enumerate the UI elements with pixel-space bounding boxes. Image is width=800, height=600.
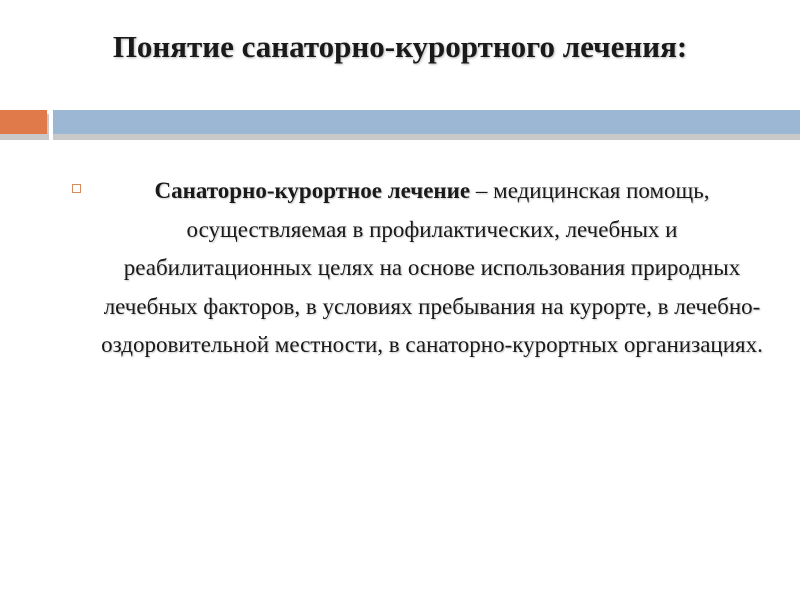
bullet-item — [70, 172, 770, 365]
definition-term: Санаторно-курортное лечение — [154, 178, 471, 203]
decorative-bar-blue — [53, 110, 800, 134]
square-bullet-icon — [72, 184, 81, 193]
slide-title: Понятие санаторно-курортного лечения: — [112, 29, 688, 64]
definition-text: – медицинская помощь, осуществляемая в профилактических, лечебных и реабилитационных целях на основе использования природных лечебных факторов, в условиях пребывания на курорте, в лечебно-оздоровительной местности, в санаторно-курортных организациях. — [101, 178, 763, 357]
definition-paragraph — [94, 172, 770, 365]
decorative-bar-orange — [0, 110, 47, 134]
slide-content — [70, 172, 770, 365]
